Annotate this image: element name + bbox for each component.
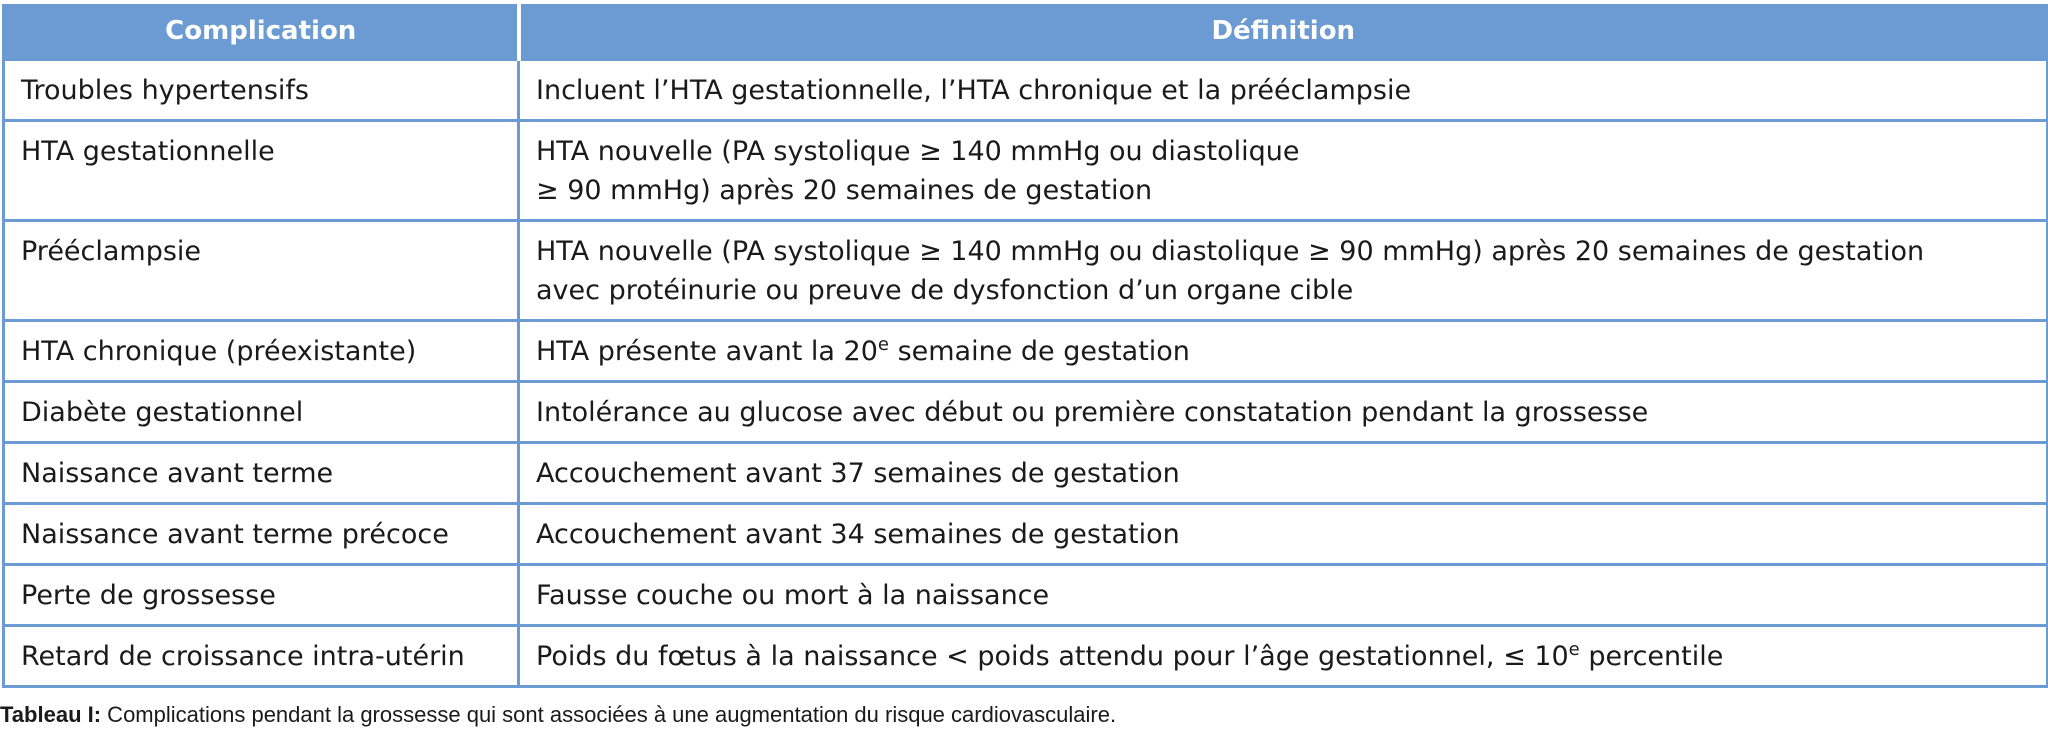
table-row: [4, 443, 2048, 504]
complication-cell: Retard de croissance intra-utérin: [4, 626, 519, 687]
definition-line: HTA nouvelle (PA systolique ≥ 140 mmHg ou diastolique ≥ 90 mmHg) après 20 semaines de gestation: [536, 236, 1925, 267]
definition-line: Accouchement avant 34 semaines de gestation: [536, 519, 1180, 550]
caption-text: Complications pendant la grossesse qui sont associées à une augmentation du risque cardiovasculaire.: [101, 702, 1117, 727]
table-header-row: [4, 4, 2048, 60]
definition-cell: [519, 504, 2048, 565]
table-body: [4, 60, 2048, 687]
definition-line: Accouchement avant 37 semaines de gestation: [536, 458, 1180, 489]
table-row: [4, 382, 2048, 443]
header-complication: Complication: [4, 4, 519, 60]
definition-text-end: semaine de gestation: [889, 336, 1190, 367]
definition-cell: [519, 60, 2048, 121]
superscript-e: e: [877, 334, 889, 355]
complication-cell: HTA chronique (préexistante): [4, 321, 519, 382]
definition-cell: [519, 221, 2048, 321]
definition-line: avec protéinurie ou preuve de dysfonction d’un organe cible: [536, 275, 1354, 306]
complication-cell: Naissance avant terme précoce: [4, 504, 519, 565]
caption-label: Tableau I:: [0, 702, 102, 727]
definition-line: ≥ 90 mmHg) après 20 semaines de gestation: [536, 175, 1153, 206]
table-row: [4, 504, 2048, 565]
definition-text: Poids du fœtus à la naissance < poids attendu pour l’âge gestationnel, ≤ 10: [536, 641, 1569, 672]
complication-cell: Troubles hypertensifs: [4, 60, 519, 121]
table-row: [4, 321, 2048, 382]
table-header: [4, 4, 2048, 60]
definition-line: Fausse couche ou mort à la naissance: [536, 580, 1050, 611]
table-caption: [0, 702, 1116, 728]
definition-cell: [519, 443, 2048, 504]
definition-line: Intolérance au glucose avec début ou première constatation pendant la grossesse: [536, 397, 1649, 428]
definition-line: HTA nouvelle (PA systolique ≥ 140 mmHg ou diastolique: [536, 136, 1300, 167]
definition-cell: [519, 565, 2048, 626]
table-row: [4, 626, 2048, 687]
table-row: [4, 221, 2048, 321]
table-row: [4, 60, 2048, 121]
definition-cell: [519, 321, 2048, 382]
definition-cell: [519, 626, 2048, 687]
definition-cell: [519, 382, 2048, 443]
table-row: [4, 121, 2048, 221]
complication-cell: Perte de grossesse: [4, 565, 519, 626]
definition-cell: [519, 121, 2048, 221]
complication-cell: Prééclampsie: [4, 221, 519, 321]
definition-text: HTA présente avant la 20: [536, 336, 878, 367]
complication-cell: HTA gestationnelle: [4, 121, 519, 221]
complication-cell: Naissance avant terme: [4, 443, 519, 504]
complication-cell: Diabète gestationnel: [4, 382, 519, 443]
definition-text-end: percentile: [1579, 641, 1724, 672]
table-row: [4, 565, 2048, 626]
definition-line: Incluent l’HTA gestationnelle, l’HTA chronique et la prééclampsie: [536, 75, 1412, 106]
superscript-e: e: [1568, 639, 1580, 660]
complications-table: [2, 4, 2048, 688]
complications-table-container: [2, 4, 2046, 688]
header-definition: Définition: [519, 4, 2048, 60]
